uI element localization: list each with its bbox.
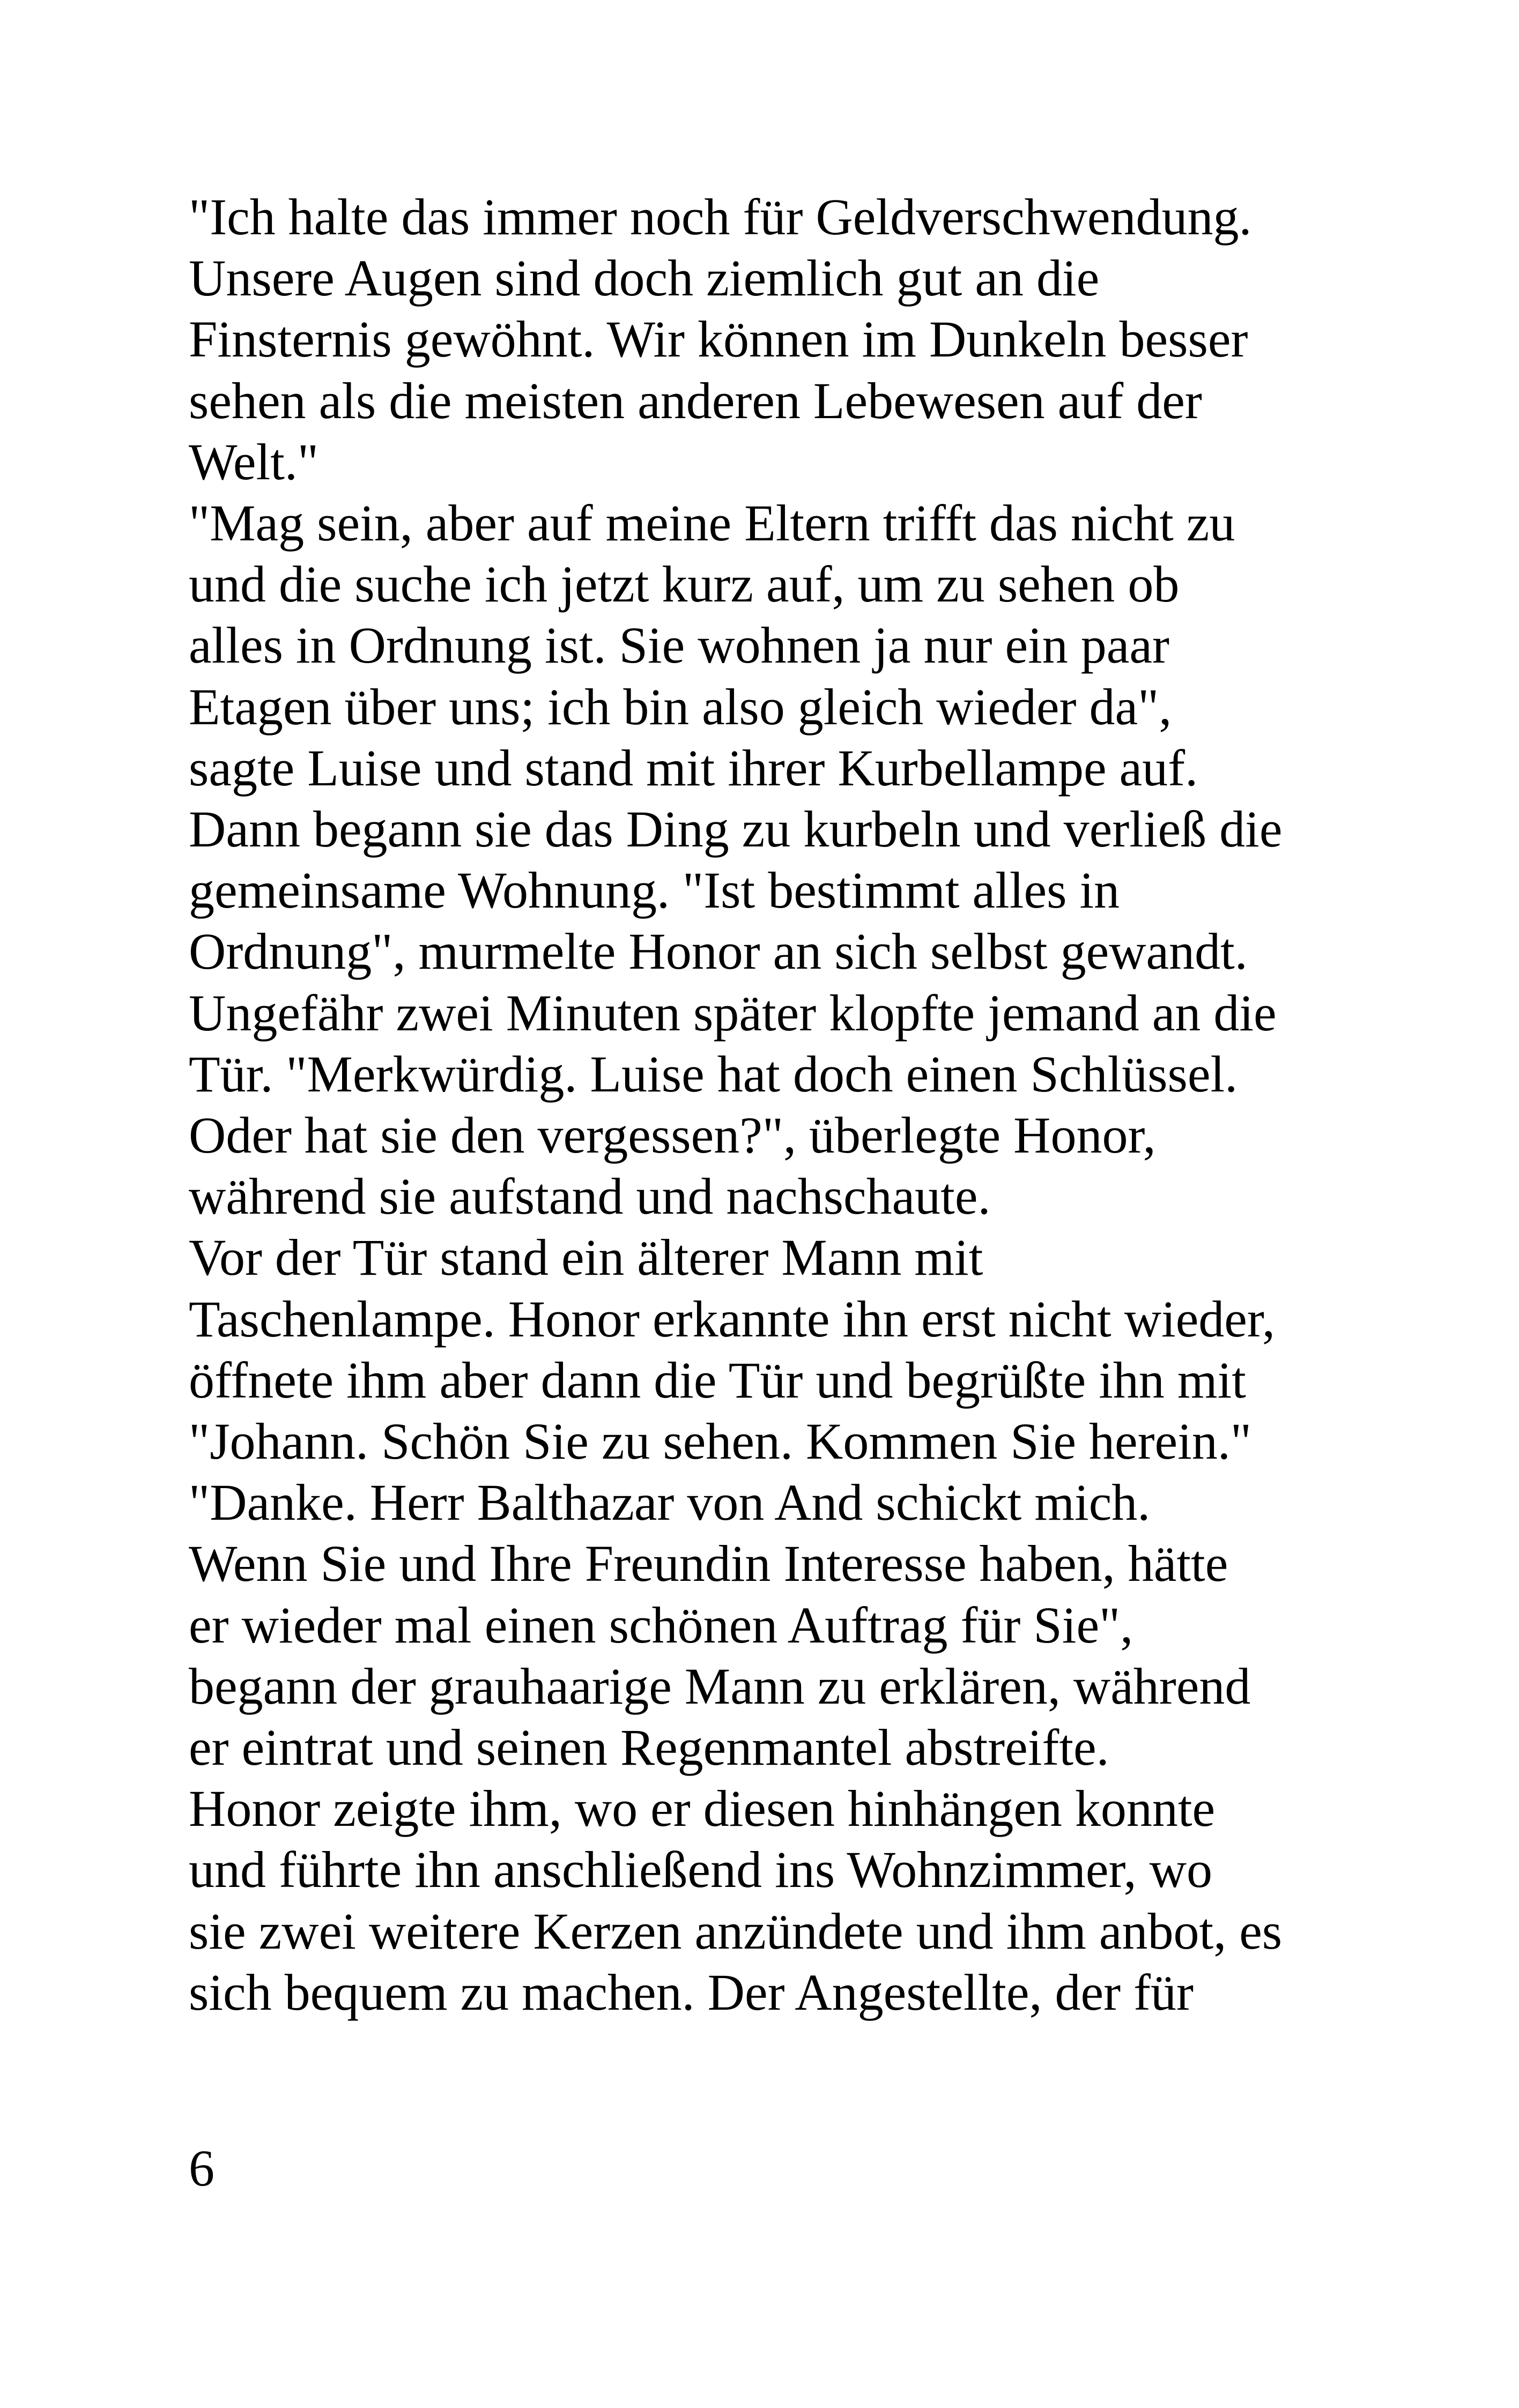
text-line: öffnete ihm aber dann die Tür und begrüßte ihn mit (189, 1351, 1246, 1409)
text-line: "Ich halte das immer noch für Geldverschwendung. (189, 188, 1252, 246)
text-line: Dann begann sie das Ding zu kurbeln und verließ die (189, 800, 1283, 858)
text-line: Welt." (189, 433, 319, 490)
text-line: Wenn Sie und Ihre Freundin Interesse haben, hätte (189, 1535, 1228, 1593)
text-line: alles in Ordnung ist. Sie wohnen ja nur ein paar (189, 616, 1169, 674)
text-line: Vor der Tür stand ein älterer Mann mit (189, 1229, 983, 1287)
text-line: Tür. "Merkwürdig. Luise hat doch einen Schlüssel. (189, 1045, 1238, 1103)
text-line: "Mag sein, aber auf meine Eltern trifft das nicht zu (189, 494, 1235, 552)
text-line: sie zwei weitere Kerzen anzündete und ihm anbot, es (189, 1902, 1283, 1960)
text-line: Oder hat sie den vergessen?", überlegte Honor, (189, 1106, 1156, 1164)
text-line: sehen als die meisten anderen Lebewesen auf der (189, 371, 1202, 429)
text-line: Ungefähr zwei Minuten später klopfte jemand an die (189, 984, 1277, 1042)
text-line: begann der grauhaarige Mann zu erklären, während (189, 1657, 1251, 1715)
text-line: gemeinsame Wohnung. "Ist bestimmt alles in (189, 861, 1120, 919)
text-line: "Johann. Schön Sie zu sehen. Kommen Sie herein." (189, 1413, 1252, 1470)
text-line: Etagen über uns; ich bin also gleich wieder da", (189, 678, 1172, 735)
text-line: Honor zeigte ihm, wo er diesen hinhängen konnte (189, 1780, 1216, 1838)
text-line: Finsternis gewöhnt. Wir können im Dunkeln besser (189, 310, 1248, 368)
text-line: Unsere Augen sind doch ziemlich gut an die (189, 249, 1100, 307)
body-text (189, 187, 1368, 2023)
text-line: "Danke. Herr Balthazar von And schickt mich. (189, 1474, 1151, 1532)
text-line: sagte Luise und stand mit ihrer Kurbellampe auf. (189, 739, 1198, 797)
text-line: er eintrat und seinen Regenmantel abstreifte. (189, 1719, 1109, 1777)
text-line: er wieder mal einen schönen Auftrag für Sie", (189, 1596, 1133, 1654)
text-line: während sie aufstand und nachschaute. (189, 1168, 991, 1225)
page-number: 6 (189, 2139, 214, 2197)
text-line: sich bequem zu machen. Der Angestellte, der für (189, 1963, 1194, 2021)
text-line: und die suche ich jetzt kurz auf, um zu sehen ob (189, 555, 1180, 613)
text-line: Taschenlampe. Honor erkannte ihn erst nicht wieder, (189, 1290, 1276, 1348)
text-line: und führte ihn anschließend ins Wohnzimmer, wo (189, 1841, 1212, 1899)
text-line: Ordnung", murmelte Honor an sich selbst gewandt. (189, 923, 1248, 980)
